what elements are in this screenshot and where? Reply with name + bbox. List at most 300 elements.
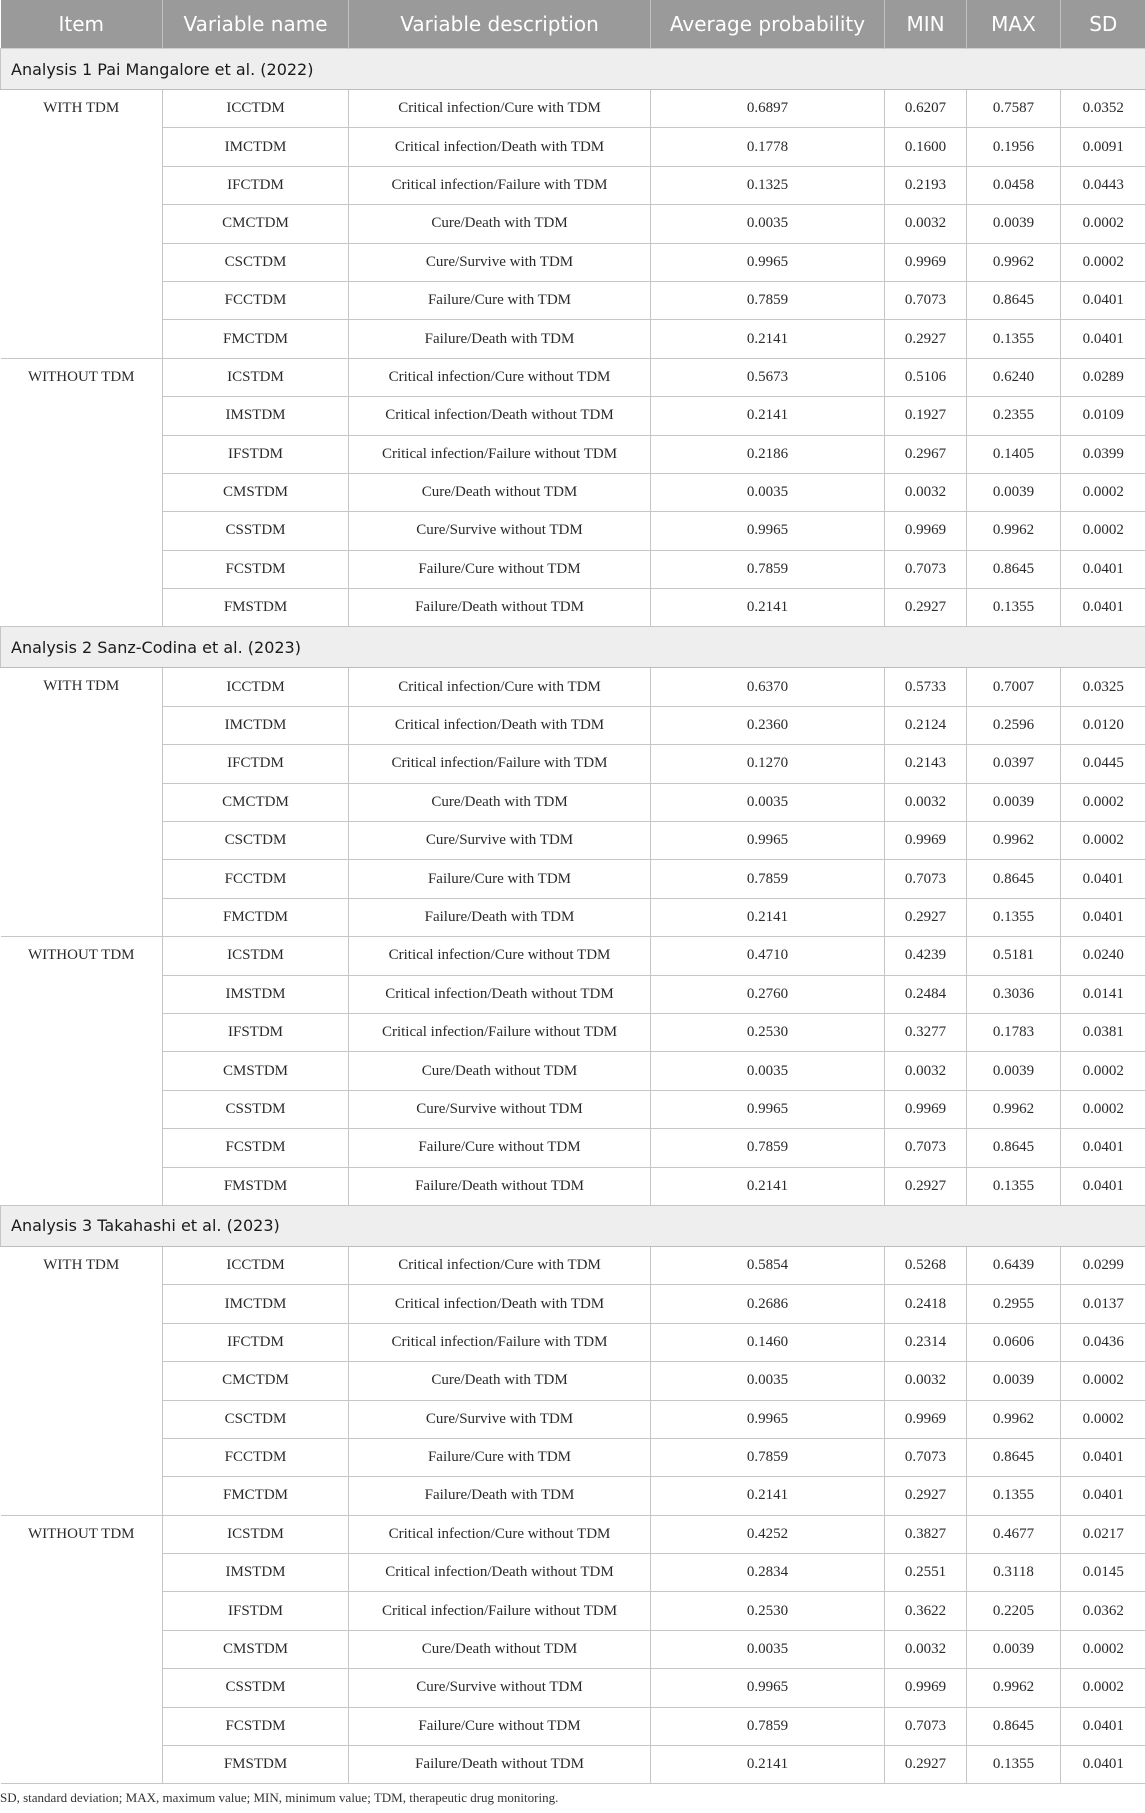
variable-description-cell: Critical infection/Death without TDM xyxy=(349,1554,651,1592)
max-cell: 0.3036 xyxy=(967,975,1061,1013)
max-cell: 0.1355 xyxy=(967,320,1061,358)
max-cell: 0.3118 xyxy=(967,1554,1061,1592)
min-cell: 0.0032 xyxy=(885,1052,967,1090)
variable-description-cell: Critical infection/Death with TDM xyxy=(349,128,651,166)
min-cell: 0.5733 xyxy=(885,668,967,706)
sd-cell: 0.0401 xyxy=(1061,860,1145,898)
table-row xyxy=(1,358,1145,396)
variable-description-cell: Cure/Death without TDM xyxy=(349,1052,651,1090)
table-row xyxy=(1,589,1145,627)
max-cell: 0.6240 xyxy=(967,358,1061,396)
max-cell: 0.1783 xyxy=(967,1013,1061,1051)
section-row xyxy=(1,627,1145,668)
max-cell: 0.8645 xyxy=(967,1707,1061,1745)
variable-description-cell: Failure/Cure with TDM xyxy=(349,281,651,319)
min-cell: 0.9969 xyxy=(885,1669,967,1707)
variable-name-cell: FCSTDM xyxy=(163,1129,349,1167)
variable-description-cell: Failure/Death without TDM xyxy=(349,1167,651,1205)
sd-cell: 0.0217 xyxy=(1061,1515,1145,1553)
sd-cell: 0.0002 xyxy=(1061,1090,1145,1128)
variable-description-cell: Failure/Cure without TDM xyxy=(349,550,651,588)
header-min: MIN xyxy=(885,0,967,49)
sd-cell: 0.0145 xyxy=(1061,1554,1145,1592)
min-cell: 0.2484 xyxy=(885,975,967,1013)
table-row xyxy=(1,243,1145,281)
sd-cell: 0.0401 xyxy=(1061,589,1145,627)
variable-description-cell: Critical infection/Cure without TDM xyxy=(349,1515,651,1553)
variable-name-cell: IFSTDM xyxy=(163,1013,349,1051)
average-probability-cell: 0.4710 xyxy=(651,937,885,975)
variable-description-cell: Failure/Death with TDM xyxy=(349,1477,651,1515)
variable-name-cell: FCCTDM xyxy=(163,860,349,898)
variable-name-cell: IFSTDM xyxy=(163,435,349,473)
max-cell: 0.8645 xyxy=(967,281,1061,319)
variable-name-cell: FCCTDM xyxy=(163,1438,349,1476)
variable-name-cell: IFCTDM xyxy=(163,1323,349,1361)
variable-name-cell: IFCTDM xyxy=(163,745,349,783)
variable-name-cell: CMSTDM xyxy=(163,1052,349,1090)
min-cell: 0.9969 xyxy=(885,1090,967,1128)
average-probability-cell: 0.0035 xyxy=(651,1362,885,1400)
sd-cell: 0.0401 xyxy=(1061,1167,1145,1205)
header-item: Item xyxy=(1,0,163,49)
average-probability-cell: 0.2760 xyxy=(651,975,885,1013)
table-row xyxy=(1,1592,1145,1630)
average-probability-cell: 0.7859 xyxy=(651,550,885,588)
variable-description-cell: Failure/Death without TDM xyxy=(349,1746,651,1784)
variable-name-cell: CSSTDM xyxy=(163,1669,349,1707)
variable-description-cell: Critical infection/Death without TDM xyxy=(349,397,651,435)
table-row xyxy=(1,205,1145,243)
variable-name-cell: FMSTDM xyxy=(163,1167,349,1205)
header-sd: SD xyxy=(1061,0,1145,49)
sd-cell: 0.0002 xyxy=(1061,783,1145,821)
table-row xyxy=(1,1554,1145,1592)
sd-cell: 0.0002 xyxy=(1061,512,1145,550)
variable-name-cell: IMCTDM xyxy=(163,128,349,166)
table-row xyxy=(1,1013,1145,1051)
table-row xyxy=(1,1400,1145,1438)
min-cell: 0.1927 xyxy=(885,397,967,435)
average-probability-cell: 0.2530 xyxy=(651,1592,885,1630)
sd-cell: 0.0240 xyxy=(1061,937,1145,975)
average-probability-cell: 0.0035 xyxy=(651,205,885,243)
min-cell: 0.2927 xyxy=(885,1167,967,1205)
section-row xyxy=(1,49,1145,90)
min-cell: 0.7073 xyxy=(885,1129,967,1167)
table-row xyxy=(1,898,1145,936)
group-label: WITH TDM xyxy=(1,668,163,937)
average-probability-cell: 0.1325 xyxy=(651,166,885,204)
sd-cell: 0.0401 xyxy=(1061,1129,1145,1167)
variable-name-cell: FMSTDM xyxy=(163,589,349,627)
table-row xyxy=(1,166,1145,204)
average-probability-cell: 0.2834 xyxy=(651,1554,885,1592)
max-cell: 0.8645 xyxy=(967,1438,1061,1476)
sd-cell: 0.0401 xyxy=(1061,320,1145,358)
max-cell: 0.9962 xyxy=(967,1400,1061,1438)
min-cell: 0.1600 xyxy=(885,128,967,166)
average-probability-cell: 0.0035 xyxy=(651,1052,885,1090)
sd-cell: 0.0002 xyxy=(1061,1052,1145,1090)
sd-cell: 0.0002 xyxy=(1061,473,1145,511)
variable-name-cell: FMSTDM xyxy=(163,1746,349,1784)
average-probability-cell: 0.2186 xyxy=(651,435,885,473)
variable-description-cell: Critical infection/Death with TDM xyxy=(349,706,651,744)
variable-description-cell: Critical infection/Cure without TDM xyxy=(349,358,651,396)
sd-cell: 0.0401 xyxy=(1061,550,1145,588)
table-row xyxy=(1,281,1145,319)
average-probability-cell: 0.6370 xyxy=(651,668,885,706)
variable-name-cell: CSSTDM xyxy=(163,512,349,550)
section-title: Analysis 1 Pai Mangalore et al. (2022) xyxy=(1,49,1145,90)
table-row xyxy=(1,128,1145,166)
max-cell: 0.1355 xyxy=(967,589,1061,627)
max-cell: 0.8645 xyxy=(967,860,1061,898)
average-probability-cell: 0.2141 xyxy=(651,397,885,435)
average-probability-cell: 0.2530 xyxy=(651,1013,885,1051)
variable-description-cell: Critical infection/Failure with TDM xyxy=(349,166,651,204)
average-probability-cell: 0.9965 xyxy=(651,1400,885,1438)
header-variable-name: Variable name xyxy=(163,0,349,49)
min-cell: 0.4239 xyxy=(885,937,967,975)
max-cell: 0.7007 xyxy=(967,668,1061,706)
max-cell: 0.1355 xyxy=(967,1746,1061,1784)
variable-name-cell: ICCTDM xyxy=(163,1246,349,1284)
average-probability-cell: 0.4252 xyxy=(651,1515,885,1553)
max-cell: 0.2955 xyxy=(967,1285,1061,1323)
variable-name-cell: FCSTDM xyxy=(163,550,349,588)
variable-name-cell: CSCTDM xyxy=(163,1400,349,1438)
min-cell: 0.2927 xyxy=(885,589,967,627)
variable-name-cell: IFCTDM xyxy=(163,166,349,204)
sd-cell: 0.0325 xyxy=(1061,668,1145,706)
average-probability-cell: 0.2360 xyxy=(651,706,885,744)
min-cell: 0.9969 xyxy=(885,1400,967,1438)
min-cell: 0.2927 xyxy=(885,1746,967,1784)
min-cell: 0.5268 xyxy=(885,1246,967,1284)
min-cell: 0.7073 xyxy=(885,1438,967,1476)
average-probability-cell: 0.2141 xyxy=(651,898,885,936)
max-cell: 0.4677 xyxy=(967,1515,1061,1553)
max-cell: 0.5181 xyxy=(967,937,1061,975)
table-row xyxy=(1,1246,1145,1284)
table-row xyxy=(1,90,1145,128)
header-max: MAX xyxy=(967,0,1061,49)
variable-name-cell: ICSTDM xyxy=(163,937,349,975)
variable-description-cell: Failure/Cure without TDM xyxy=(349,1129,651,1167)
min-cell: 0.2124 xyxy=(885,706,967,744)
average-probability-cell: 0.2141 xyxy=(651,1746,885,1784)
section-title: Analysis 3 Takahashi et al. (2023) xyxy=(1,1205,1145,1246)
max-cell: 0.2596 xyxy=(967,706,1061,744)
variable-name-cell: ICSTDM xyxy=(163,358,349,396)
group-label: WITH TDM xyxy=(1,1246,163,1515)
variable-name-cell: IMSTDM xyxy=(163,975,349,1013)
max-cell: 0.1956 xyxy=(967,128,1061,166)
min-cell: 0.2927 xyxy=(885,320,967,358)
average-probability-cell: 0.2141 xyxy=(651,320,885,358)
table-row xyxy=(1,1167,1145,1205)
table-row xyxy=(1,860,1145,898)
table-row xyxy=(1,706,1145,744)
min-cell: 0.0032 xyxy=(885,1630,967,1668)
variable-description-cell: Cure/Survive without TDM xyxy=(349,1669,651,1707)
group-label: WITHOUT TDM xyxy=(1,358,163,627)
table-row xyxy=(1,1630,1145,1668)
max-cell: 0.0039 xyxy=(967,473,1061,511)
table-row xyxy=(1,783,1145,821)
average-probability-cell: 0.7859 xyxy=(651,281,885,319)
max-cell: 0.2205 xyxy=(967,1592,1061,1630)
min-cell: 0.7073 xyxy=(885,860,967,898)
variable-description-cell: Failure/Death with TDM xyxy=(349,320,651,358)
min-cell: 0.9969 xyxy=(885,822,967,860)
variable-description-cell: Cure/Survive with TDM xyxy=(349,243,651,281)
variable-name-cell: ICSTDM xyxy=(163,1515,349,1553)
variable-description-cell: Critical infection/Failure without TDM xyxy=(349,435,651,473)
max-cell: 0.8645 xyxy=(967,550,1061,588)
min-cell: 0.2927 xyxy=(885,898,967,936)
variable-name-cell: IFSTDM xyxy=(163,1592,349,1630)
variable-name-cell: FMCTDM xyxy=(163,320,349,358)
max-cell: 0.0397 xyxy=(967,745,1061,783)
group-label: WITH TDM xyxy=(1,90,163,359)
group-label: WITHOUT TDM xyxy=(1,1515,163,1784)
variable-description-cell: Failure/Cure with TDM xyxy=(349,1438,651,1476)
average-probability-cell: 0.6897 xyxy=(651,90,885,128)
variable-name-cell: IMSTDM xyxy=(163,397,349,435)
min-cell: 0.2143 xyxy=(885,745,967,783)
average-probability-cell: 0.9965 xyxy=(651,1090,885,1128)
average-probability-cell: 0.5673 xyxy=(651,358,885,396)
max-cell: 0.0039 xyxy=(967,1052,1061,1090)
table-row xyxy=(1,975,1145,1013)
max-cell: 0.0606 xyxy=(967,1323,1061,1361)
min-cell: 0.9969 xyxy=(885,512,967,550)
variable-description-cell: Failure/Cure without TDM xyxy=(349,1707,651,1745)
table-row xyxy=(1,1707,1145,1745)
variable-description-cell: Critical infection/Cure with TDM xyxy=(349,1246,651,1284)
section-title: Analysis 2 Sanz-Codina et al. (2023) xyxy=(1,627,1145,668)
table-footnote: SD, standard deviation; MAX, maximum value; MIN, minimum value; TDM, therapeutic drug monitoring. xyxy=(0,1790,559,1806)
max-cell: 0.1355 xyxy=(967,898,1061,936)
table-row xyxy=(1,1090,1145,1128)
average-probability-cell: 0.2686 xyxy=(651,1285,885,1323)
variable-name-cell: FCCTDM xyxy=(163,281,349,319)
variable-description-cell: Critical infection/Failure with TDM xyxy=(349,745,651,783)
sd-cell: 0.0002 xyxy=(1061,1669,1145,1707)
sd-cell: 0.0002 xyxy=(1061,1362,1145,1400)
average-probability-cell: 0.7859 xyxy=(651,1129,885,1167)
average-probability-cell: 0.7859 xyxy=(651,860,885,898)
variable-name-cell: CSSTDM xyxy=(163,1090,349,1128)
max-cell: 0.0039 xyxy=(967,205,1061,243)
max-cell: 0.1355 xyxy=(967,1167,1061,1205)
min-cell: 0.0032 xyxy=(885,473,967,511)
max-cell: 0.9962 xyxy=(967,822,1061,860)
min-cell: 0.7073 xyxy=(885,281,967,319)
variable-name-cell: CSCTDM xyxy=(163,822,349,860)
min-cell: 0.0032 xyxy=(885,205,967,243)
table-row xyxy=(1,745,1145,783)
table-row xyxy=(1,1477,1145,1515)
min-cell: 0.2193 xyxy=(885,166,967,204)
min-cell: 0.2551 xyxy=(885,1554,967,1592)
max-cell: 0.0458 xyxy=(967,166,1061,204)
sd-cell: 0.0299 xyxy=(1061,1246,1145,1284)
average-probability-cell: 0.9965 xyxy=(651,243,885,281)
header-average-probability: Average probability xyxy=(651,0,885,49)
table-row xyxy=(1,550,1145,588)
variable-name-cell: CMSTDM xyxy=(163,473,349,511)
max-cell: 0.9962 xyxy=(967,1669,1061,1707)
sd-cell: 0.0443 xyxy=(1061,166,1145,204)
average-probability-cell: 0.2141 xyxy=(651,1477,885,1515)
sd-cell: 0.0120 xyxy=(1061,706,1145,744)
variable-name-cell: CMCTDM xyxy=(163,205,349,243)
table-row xyxy=(1,1129,1145,1167)
variable-description-cell: Critical infection/Failure without TDM xyxy=(349,1592,651,1630)
sd-cell: 0.0002 xyxy=(1061,1400,1145,1438)
table-body xyxy=(1,49,1145,1784)
min-cell: 0.0032 xyxy=(885,1362,967,1400)
sd-cell: 0.0289 xyxy=(1061,358,1145,396)
min-cell: 0.7073 xyxy=(885,550,967,588)
variable-description-cell: Critical infection/Cure with TDM xyxy=(349,90,651,128)
variable-description-cell: Failure/Death with TDM xyxy=(349,898,651,936)
max-cell: 0.1405 xyxy=(967,435,1061,473)
sd-cell: 0.0401 xyxy=(1061,898,1145,936)
table-row xyxy=(1,512,1145,550)
min-cell: 0.3622 xyxy=(885,1592,967,1630)
variable-description-cell: Cure/Death with TDM xyxy=(349,205,651,243)
variable-description-cell: Failure/Cure with TDM xyxy=(349,860,651,898)
variable-name-cell: ICCTDM xyxy=(163,668,349,706)
variable-name-cell: IMCTDM xyxy=(163,706,349,744)
sd-cell: 0.0352 xyxy=(1061,90,1145,128)
sd-cell: 0.0002 xyxy=(1061,243,1145,281)
sd-cell: 0.0109 xyxy=(1061,397,1145,435)
sd-cell: 0.0137 xyxy=(1061,1285,1145,1323)
max-cell: 0.9962 xyxy=(967,512,1061,550)
variable-name-cell: IMCTDM xyxy=(163,1285,349,1323)
sd-cell: 0.0401 xyxy=(1061,1746,1145,1784)
min-cell: 0.9969 xyxy=(885,243,967,281)
min-cell: 0.6207 xyxy=(885,90,967,128)
variable-description-cell: Cure/Death without TDM xyxy=(349,1630,651,1668)
variable-name-cell: IMSTDM xyxy=(163,1554,349,1592)
max-cell: 0.1355 xyxy=(967,1477,1061,1515)
variable-description-cell: Cure/Survive without TDM xyxy=(349,1090,651,1128)
sd-cell: 0.0002 xyxy=(1061,822,1145,860)
max-cell: 0.0039 xyxy=(967,783,1061,821)
variable-name-cell: CMSTDM xyxy=(163,1630,349,1668)
average-probability-cell: 0.7859 xyxy=(651,1438,885,1476)
variable-name-cell: FMCTDM xyxy=(163,1477,349,1515)
average-probability-cell: 0.5854 xyxy=(651,1246,885,1284)
variable-name-cell: CSCTDM xyxy=(163,243,349,281)
table-row xyxy=(1,435,1145,473)
variable-name-cell: ICCTDM xyxy=(163,90,349,128)
min-cell: 0.2927 xyxy=(885,1477,967,1515)
sd-cell: 0.0399 xyxy=(1061,435,1145,473)
section-row xyxy=(1,1205,1145,1246)
sd-cell: 0.0362 xyxy=(1061,1592,1145,1630)
variable-description-cell: Cure/Death without TDM xyxy=(349,473,651,511)
variable-description-cell: Critical infection/Failure without TDM xyxy=(349,1013,651,1051)
average-probability-cell: 0.1460 xyxy=(651,1323,885,1361)
max-cell: 0.9962 xyxy=(967,1090,1061,1128)
sd-cell: 0.0381 xyxy=(1061,1013,1145,1051)
min-cell: 0.3827 xyxy=(885,1515,967,1553)
variable-description-cell: Critical infection/Death without TDM xyxy=(349,975,651,1013)
table-row xyxy=(1,1746,1145,1784)
max-cell: 0.0039 xyxy=(967,1630,1061,1668)
min-cell: 0.2418 xyxy=(885,1285,967,1323)
sd-cell: 0.0436 xyxy=(1061,1323,1145,1361)
table-row xyxy=(1,937,1145,975)
average-probability-cell: 0.0035 xyxy=(651,473,885,511)
average-probability-cell: 0.0035 xyxy=(651,1630,885,1668)
max-cell: 0.8645 xyxy=(967,1129,1061,1167)
variable-name-cell: FMCTDM xyxy=(163,898,349,936)
variable-description-cell: Critical infection/Death with TDM xyxy=(349,1285,651,1323)
variable-description-cell: Critical infection/Failure with TDM xyxy=(349,1323,651,1361)
table-row xyxy=(1,473,1145,511)
table-row xyxy=(1,822,1145,860)
average-probability-cell: 0.2141 xyxy=(651,1167,885,1205)
sd-cell: 0.0002 xyxy=(1061,1630,1145,1668)
table-header xyxy=(1,0,1145,49)
sd-cell: 0.0401 xyxy=(1061,1477,1145,1515)
max-cell: 0.7587 xyxy=(967,90,1061,128)
average-probability-cell: 0.1270 xyxy=(651,745,885,783)
table-row xyxy=(1,668,1145,706)
average-probability-cell: 0.2141 xyxy=(651,589,885,627)
variable-description-cell: Cure/Death with TDM xyxy=(349,1362,651,1400)
average-probability-cell: 0.9965 xyxy=(651,822,885,860)
sd-cell: 0.0141 xyxy=(1061,975,1145,1013)
table-row xyxy=(1,1285,1145,1323)
variable-name-cell: FCSTDM xyxy=(163,1707,349,1745)
average-probability-cell: 0.1778 xyxy=(651,128,885,166)
table-row xyxy=(1,397,1145,435)
table-row xyxy=(1,1669,1145,1707)
table-row xyxy=(1,1323,1145,1361)
variable-description-cell: Cure/Survive without TDM xyxy=(349,512,651,550)
table-row xyxy=(1,1362,1145,1400)
max-cell: 0.0039 xyxy=(967,1362,1061,1400)
header-variable-description: Variable description xyxy=(349,0,651,49)
variable-description-cell: Cure/Death with TDM xyxy=(349,783,651,821)
table-row xyxy=(1,1515,1145,1553)
average-probability-cell: 0.0035 xyxy=(651,783,885,821)
variable-description-cell: Cure/Survive with TDM xyxy=(349,822,651,860)
header-row xyxy=(1,0,1145,49)
sd-cell: 0.0401 xyxy=(1061,1438,1145,1476)
min-cell: 0.5106 xyxy=(885,358,967,396)
max-cell: 0.6439 xyxy=(967,1246,1061,1284)
average-probability-cell: 0.9965 xyxy=(651,512,885,550)
variable-name-cell: CMCTDM xyxy=(163,1362,349,1400)
table-row xyxy=(1,320,1145,358)
table-row xyxy=(1,1438,1145,1476)
variable-name-cell: CMCTDM xyxy=(163,783,349,821)
sd-cell: 0.0401 xyxy=(1061,1707,1145,1745)
sd-cell: 0.0401 xyxy=(1061,281,1145,319)
min-cell: 0.2314 xyxy=(885,1323,967,1361)
